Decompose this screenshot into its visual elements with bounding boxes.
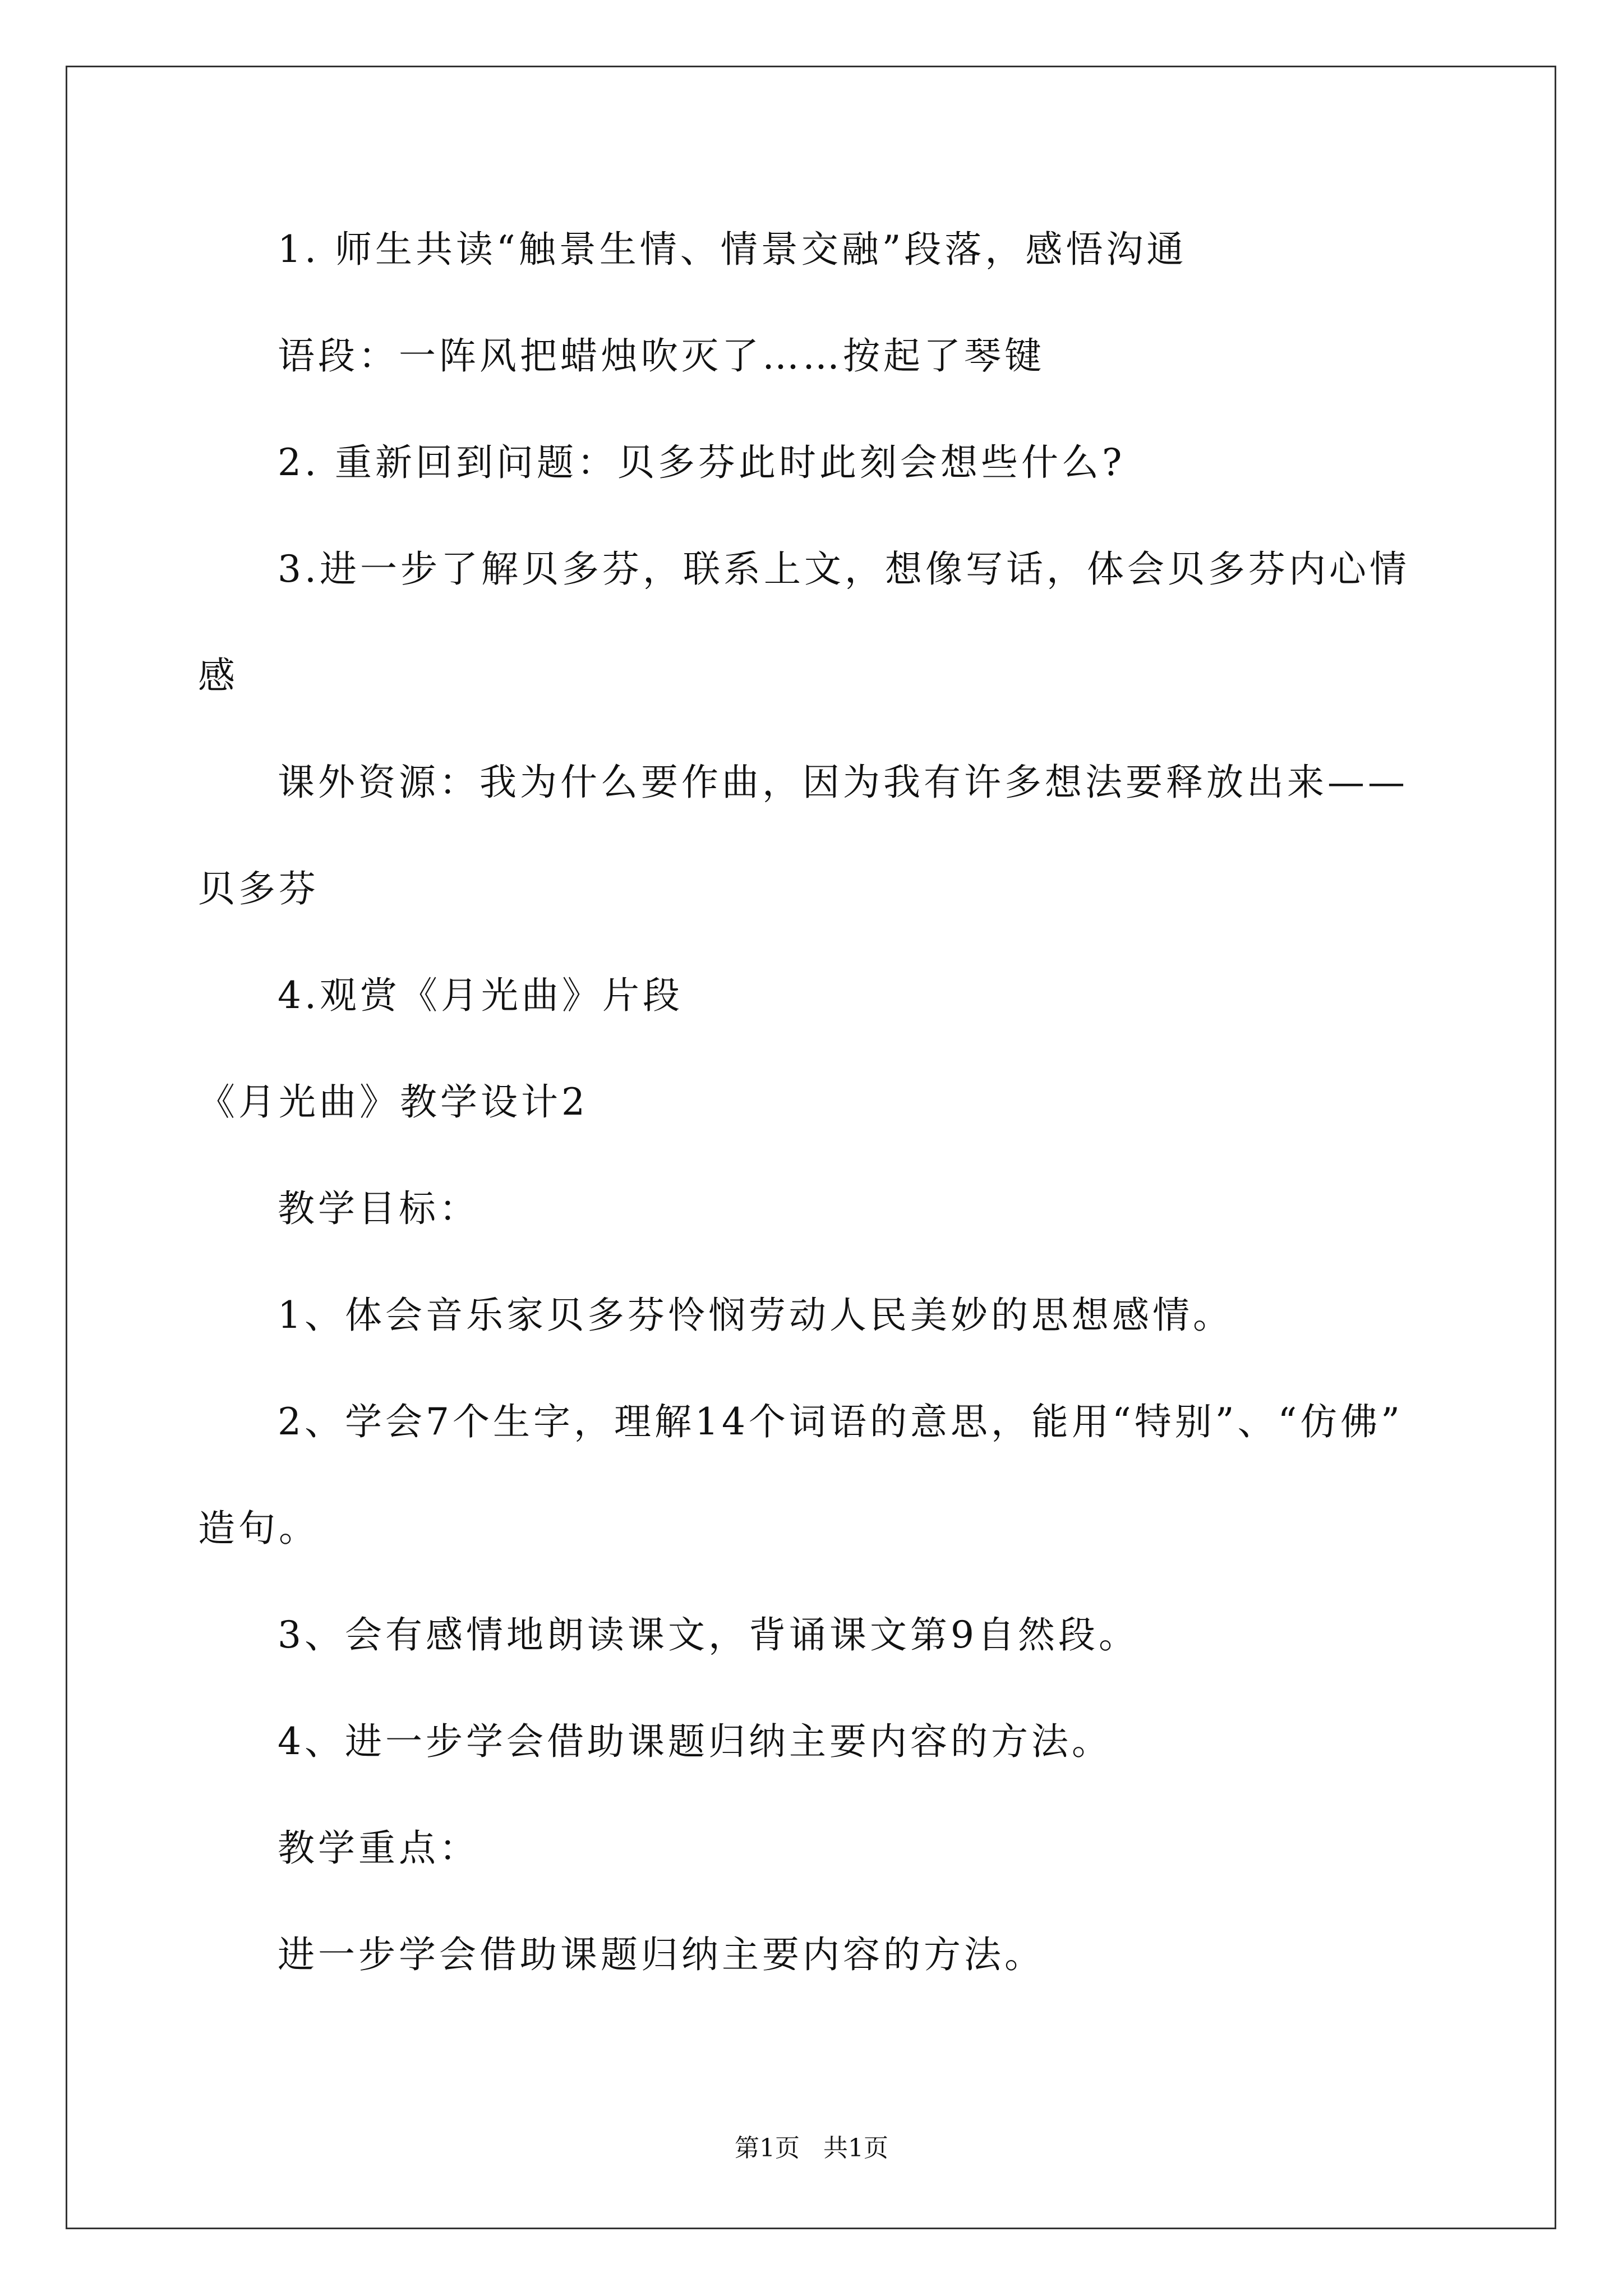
step-3-continuation: 感	[198, 654, 238, 697]
key-point-1: 进一步学会借助课题归纳主要内容的方法。	[278, 1933, 1045, 1976]
step-4-line: 4.观赏《月光曲》片段	[278, 974, 683, 1017]
step-2-line: 2. 重新回到问题：贝多芬此时此刻会想些什么?	[278, 441, 1126, 484]
step-1-line: 1. 师生共读“触景生情、情景交融”段落，感悟沟通	[278, 228, 1187, 271]
objectives-heading: 教学目标：	[278, 1187, 479, 1230]
extra-resource-line: 课外资源：我为什么要作曲，因为我有许多想法要释放出来——	[278, 761, 1408, 804]
objective-2: 2、学会7个生字，理解14个词语的意思，能用“特别”、“仿佛”	[278, 1400, 1403, 1443]
objective-1: 1、体会音乐家贝多芬怜悯劳动人民美妙的思想感情。	[278, 1294, 1233, 1337]
extra-resource-continuation: 贝多芬	[198, 867, 319, 910]
objective-4: 4、进一步学会借助课题归纳主要内容的方法。	[278, 1720, 1112, 1763]
objective-2-continuation: 造句。	[198, 1507, 319, 1550]
step-1-excerpt-line: 语段：一阵风把蜡烛吹灭了……按起了琴键	[278, 334, 1045, 378]
key-points-heading: 教学重点：	[278, 1826, 479, 1870]
step-3-line: 3.进一步了解贝多芬，联系上文，想像写话，体会贝多芬内心情	[278, 547, 1410, 591]
page-border	[66, 66, 1556, 2229]
page-number-footer: 第1页 共1页	[735, 2134, 888, 2162]
objective-3: 3、会有感情地朗读课文，背诵课文第9自然段。	[278, 1613, 1139, 1657]
section-title: 《月光曲》教学设计2	[198, 1080, 588, 1124]
